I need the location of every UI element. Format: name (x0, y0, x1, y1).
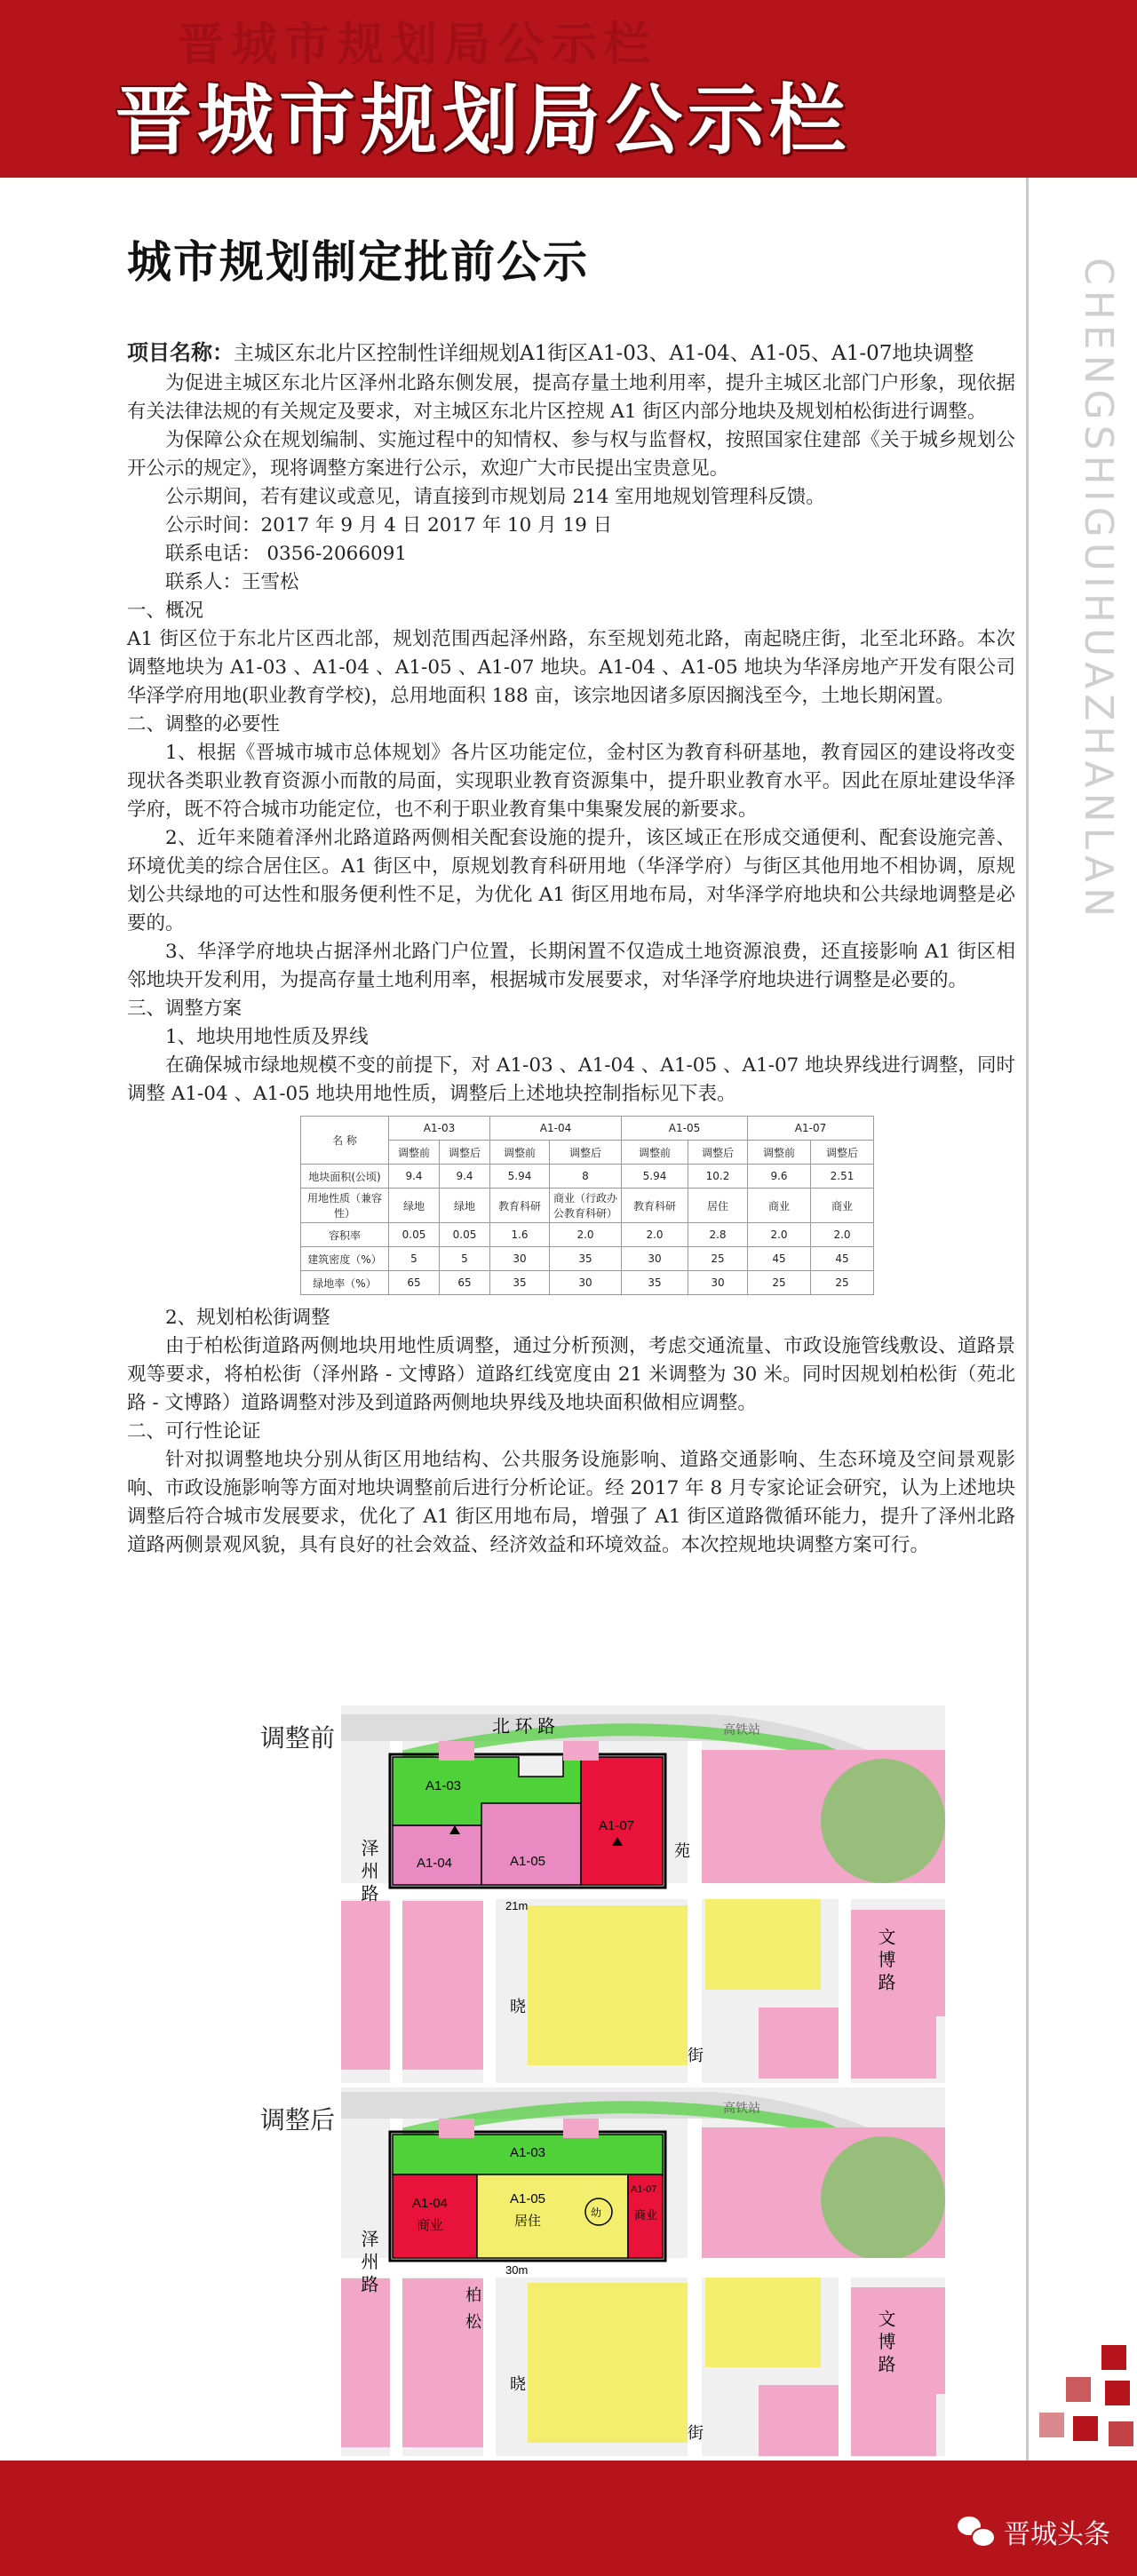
table-parcel-header: A1-04 (490, 1117, 622, 1141)
table-cell: 0.05 (389, 1223, 440, 1247)
map-after-road-wenbo: 文 博 路 (875, 2310, 894, 2373)
map-after-a103: A1-03 (510, 2145, 546, 2160)
intro-paragraph: 为保障公众在规划编制、实施过程中的知情权、参与权与监督权，按照国家住建部《关于城乡规划公开公示的规定》，现将调整方案进行公示，欢迎广大市民提出宝贵意见。 (127, 429, 1015, 480)
table-cell: 教育科研 (490, 1189, 550, 1223)
map-after-a105: A1-05 (510, 2191, 546, 2206)
table-row-label: 用地性质（兼容性） (301, 1189, 389, 1223)
document-title: 城市规划制定批前公示 (127, 236, 589, 288)
project-value: 主城区东北片区控制性详细规划A1街区A1-03、A1-04、A1-05、A1-07地块调整 (234, 342, 974, 365)
section-paragraph: 在确保城市绿地规模不变的前提下，对 A1-03 、A1-04 、A1-05 、A1-07 地块界线进行调整，同时调整 A1-04 、A1-05 地块用地性质，调整后上述地块控制指标见下表。 (127, 1054, 1015, 1105)
table-after-header: 调整后 (688, 1141, 748, 1165)
map-after-a107-use: 商业 (634, 2208, 658, 2222)
table-cell: 5.94 (622, 1165, 688, 1189)
table-cell: 绿地 (389, 1189, 440, 1223)
table-before-header: 调整前 (389, 1141, 440, 1165)
map-after-label: 调整后 (260, 2105, 336, 2135)
map-before-road-north: 北 环 路 (492, 1717, 556, 1737)
map-before-road-wenbo: 文 博 路 (875, 1928, 894, 1992)
table-row-label: 容积率 (301, 1223, 389, 1247)
table-cell: 30 (490, 1247, 550, 1271)
section-paragraph: 由于柏松街道路两侧地块用地性质调整，通过分析预测，考虑交通流量、市政设施管线敷设、道路景观等要求，将柏松街（泽州路 - 文博路）道路红线宽度由 21 米调整为 30 米。同时因规划柏松街（苑北路 - 文博路）道路调整对涉及到道路两侧地块界线及地块面积做相应调整。 (127, 1335, 1015, 1414)
header-banner (0, 0, 1137, 178)
map-after (341, 2087, 945, 2456)
map-before-road-yuan: 苑 (674, 1842, 690, 1860)
table-cell: 10.2 (688, 1165, 748, 1189)
table-cell: 1.6 (490, 1223, 550, 1247)
table-parcel-header: A1-05 (622, 1117, 748, 1141)
sidebar-vertical-text: CHENGSHIGUIHUAZHANLAN (1076, 258, 1121, 923)
contact-phone: 联系电话： 0356-2066091 (165, 543, 408, 565)
table-cell: 商业 (811, 1189, 874, 1223)
section-paragraph: 2、近年来随着泽州北路道路两侧相关配套设施的提升，该区域正在形成交通便利、配套设施完善、环境优美的综合居住区。A1 街区中，原规划教育科研用地（华泽学府）与街区其他用地不相协调，原规划公共绿地的可达性和服务便利性不足，为优化 A1 街区用地布局，对华泽学府地块和公共绿地调整是必要的。 (127, 827, 1015, 934)
table-cell: 商业（行政办公教育科研） (550, 1189, 622, 1223)
table-cell: 5.94 (490, 1165, 550, 1189)
map-before-road-zezhou: 泽 州 路 (358, 1839, 378, 1903)
table-body (301, 1165, 874, 1295)
table-row-label: 绿地率（%） (301, 1271, 389, 1295)
wechat-icon (958, 2516, 995, 2547)
subsection-heading: 1、地块用地性质及界线 (165, 1026, 369, 1048)
section-heading: 二、调整的必要性 (127, 713, 281, 735)
contact-person: 联系人：王雪松 (165, 571, 299, 593)
map-after-svg (341, 2087, 945, 2456)
table-cell: 教育科研 (622, 1189, 688, 1223)
table-before-header: 调整前 (490, 1141, 550, 1165)
section-paragraph: 1、根据《晋城市城市总体规划》各片区功能定位，金村区为教育科研基地，教育园区的建设将改变现状各类职业教育资源小而散的局面，实现职业教育资源集中，提升职业教育水平。因此在原址建设华泽学府，既不符合城市功能定位，也不利于职业教育集中集聚发展的新要求。 (127, 742, 1015, 821)
table-row (301, 1189, 874, 1223)
table-after-header: 调整后 (811, 1141, 874, 1165)
map-after-a104: A1-04 (412, 2196, 449, 2211)
table-cell: 商业 (748, 1189, 811, 1223)
table-cell: 9.4 (389, 1165, 440, 1189)
map-before-a104: A1-04 (417, 1856, 453, 1871)
table-cell: 30 (550, 1271, 622, 1295)
map-after-road-width: 30m (505, 2263, 529, 2277)
control-index-table (300, 1116, 874, 1295)
footer-brand-name: 晋城头条 (1004, 2519, 1110, 2550)
header-title: 晋城市规划局公示栏 (115, 76, 851, 165)
table-cell: 0.05 (440, 1223, 490, 1247)
table-cell: 居住 (688, 1189, 748, 1223)
map-after-road-bai: 柏 (465, 2286, 481, 2304)
map-after-station: 高铁站 (723, 2101, 760, 2115)
table-cell: 45 (811, 1247, 874, 1271)
map-before-road-width: 21m (505, 1899, 529, 1912)
table-cell: 35 (550, 1247, 622, 1271)
decorative-squares (1030, 2345, 1137, 2461)
table-cell: 65 (440, 1271, 490, 1295)
document-body (127, 227, 1015, 1560)
map-after-a105-use: 居住 (514, 2214, 542, 2229)
project-label: 项目名称： (127, 340, 234, 365)
section-heading: 一、概况 (127, 600, 204, 622)
table-parcel-header: A1-03 (389, 1117, 490, 1141)
project-name (127, 335, 1015, 366)
footer-brand (958, 2512, 1110, 2551)
table-cell: 2.0 (622, 1223, 688, 1247)
map-before (341, 1705, 945, 2083)
table-cell: 65 (389, 1271, 440, 1295)
table-row (301, 1271, 874, 1295)
table-parcel-header: A1-07 (748, 1117, 874, 1141)
table-cell: 9.6 (748, 1165, 811, 1189)
table-row (301, 1165, 874, 1189)
table-cell: 9.4 (440, 1165, 490, 1189)
table-cell: 25 (688, 1247, 748, 1271)
table-cell: 8 (550, 1165, 622, 1189)
table-cell: 25 (748, 1271, 811, 1295)
table-cell: 2.0 (550, 1223, 622, 1247)
map-before-label: 调整前 (260, 1723, 336, 1753)
map-after-road-xiao: 晓 (510, 2375, 526, 2393)
table-row-label: 建筑密度（%） (301, 1247, 389, 1271)
map-before-svg (341, 1705, 945, 2083)
map-before-road-xiao: 晓 (510, 1998, 526, 2015)
map-after-kindergarten: 幼 (591, 2206, 602, 2219)
table-before-header: 调整前 (748, 1141, 811, 1165)
table-after-header: 调整后 (440, 1141, 490, 1165)
intro-paragraph: 公示期间，若有建议或意见，请直接到市规划局 214 室用地规划管理科反馈。 (165, 486, 825, 508)
table-cell: 30 (688, 1271, 748, 1295)
subsection-heading: 2、规划柏松街调整 (165, 1307, 330, 1329)
map-before-road-jie: 街 (688, 2047, 704, 2064)
map-before-a107: A1-07 (599, 1818, 635, 1833)
table-cell: 45 (748, 1247, 811, 1271)
map-after-a104-use: 商业 (417, 2218, 444, 2233)
table-before-header: 调整前 (622, 1141, 688, 1165)
map-before-station: 高铁站 (723, 1722, 760, 1737)
publicity-period: 公示时间：2017 年 9 月 4 日 2017 年 10 月 19 日 (165, 514, 613, 537)
table-cell: 5 (389, 1247, 440, 1271)
table-cell: 30 (622, 1247, 688, 1271)
map-before-a105: A1-05 (510, 1854, 546, 1869)
table-cell: 绿地 (440, 1189, 490, 1223)
map-after-a107: A1-07 (631, 2184, 657, 2195)
table-row (301, 1247, 874, 1271)
table-cell: 2.0 (748, 1223, 811, 1247)
table-cell: 2.0 (811, 1223, 874, 1247)
table-cell: 25 (811, 1271, 874, 1295)
table-cell: 35 (622, 1271, 688, 1295)
intro-paragraph: 为促进主城区东北片区泽州北路东侧发展，提高存量土地利用率，提升主城区北部门户形象，现依据有关法律法规的有关规定及要求，对主城区东北片区控规 A1 街区内部分地块及规划柏松街进行调整。 (127, 372, 1015, 423)
table-cell: 5 (440, 1247, 490, 1271)
section-heading: 三、调整方案 (127, 998, 243, 1020)
map-before-a103: A1-03 (425, 1778, 462, 1793)
section-heading: 二、可行性论证 (127, 1420, 261, 1443)
table-cell: 2.51 (811, 1165, 874, 1189)
section-paragraph: 针对拟调整地块分别从街区用地结构、公共服务设施影响、道路交通影响、生态环境及空间景观影响、市政设施影响等方面对地块调整前后进行分析论证。经 2017 年 8 月专家论证会研究，认为上述地块调整后符合城市发展要求，优化了 A1 街区用地布局，增强了 A1 街区道路微循环能力，提升了泽州北路道路两侧景观风貌，具有良好的社会效益、经济效益和环境效益。本次控规地块调整方案可行。 (127, 1449, 1015, 1556)
table-row-label: 地块面积(公顷) (301, 1165, 389, 1189)
map-after-road-jie: 街 (688, 2424, 704, 2442)
section-paragraph: A1 街区位于东北片区西北部，规划范围西起泽州路，东至规划苑北路，南起晓庄街，北至北环路。本次调整地块为 A1-03 、A1-04 、A1-05 、A1-07 地块。A1-04 、A1-05 地块为华泽房地产开发有限公司华泽学府用地(职业教育学校)，总用地面积 188 亩，该宗地因诸多原因搁浅至今，土地长期闲置。 (127, 628, 1015, 707)
table-after-header: 调整后 (550, 1141, 622, 1165)
map-after-road-zezhou: 泽 州 路 (358, 2230, 378, 2294)
table-cell: 2.8 (688, 1223, 748, 1247)
table-row (301, 1223, 874, 1247)
map-after-road-song: 松 (465, 2313, 481, 2331)
header-ghost-title: 晋城市规划局公示栏 (178, 19, 658, 72)
table-header-name: 名 称 (301, 1117, 389, 1165)
section-paragraph: 3、华泽学府地块占据泽州北路门户位置，长期闲置不仅造成土地资源浪费，还直接影响 A1 街区相邻地块开发利用，为提高存量土地利用率，根据城市发展要求，对华泽学府地块进行调整是必要的。 (127, 941, 1015, 991)
footer-bar (0, 2461, 1137, 2576)
table-cell: 35 (490, 1271, 550, 1295)
